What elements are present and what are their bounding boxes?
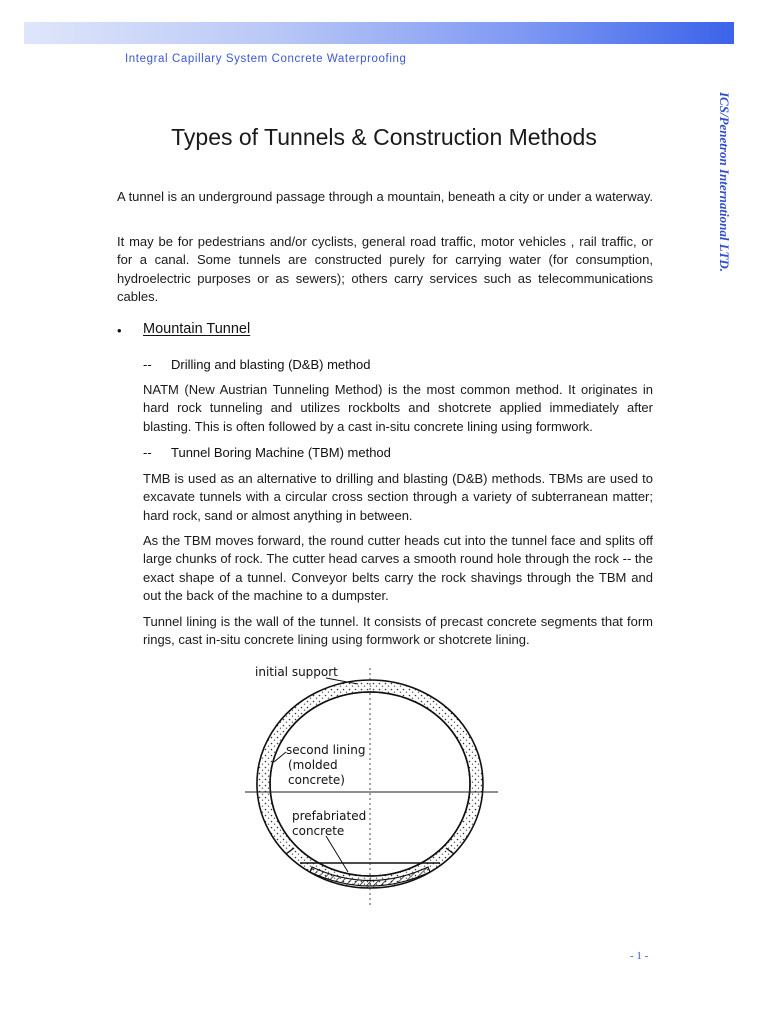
- bullet-icon: •: [117, 323, 122, 338]
- method-2-paragraph-1: TMB is used as an alternative to drilling and blasting (D&B) methods. TBMs are used to excavate tunnels with a circular cross section through a variety of subterranean matter; hard rock, sand or almost anything in between.: [143, 471, 653, 523]
- method-1-heading: Drilling and blasting (D&B) method: [171, 357, 371, 372]
- header-gradient-bar: [24, 22, 734, 44]
- page-number: - 1 -: [630, 950, 649, 962]
- method-2-paragraph-3: Tunnel lining is the wall of the tunnel. It consists of precast concrete segments that form rings, cast in-situ concrete lining using formwork or shotcrete lining.: [143, 614, 653, 648]
- label-prefabricated: prefabriated: [292, 809, 367, 823]
- leader-line: [326, 836, 348, 872]
- intro-paragraph-1: A tunnel is an underground passage through a mountain, beneath a city or under a waterway.: [117, 189, 654, 204]
- label-prefabricated: concrete: [292, 824, 345, 838]
- dash-marker: --: [143, 357, 152, 372]
- running-header: Integral Capillary System Concrete Waterproofing: [125, 53, 407, 65]
- section-title-mountain-tunnel: Mountain Tunnel: [143, 321, 251, 337]
- method-2-paragraph-2: As the TBM moves forward, the round cutter heads cut into the tunnel face and splits off large chunks of rock. The cutter head carves a smooth round hole through the rock -- the exact shape of a tunnel. Conveyor belts carry the rock shavings through the TBM and out the back of the machine to a dumpster.: [143, 533, 653, 603]
- method-1-paragraph: NATM (New Austrian Tunneling Method) is the most common method. It originates in hard rock tunneling and utilizes rockbolts and shotcrete applied immediately after blasting. This is often followed by a cast in-situ concrete lining using formwork.: [143, 382, 653, 434]
- label-initial-support: initial support: [255, 665, 338, 679]
- label-second-lining: concrete): [288, 773, 345, 787]
- side-company-name: ICS/Penetron International LTD.: [717, 92, 732, 272]
- label-second-lining: second lining: [286, 743, 366, 757]
- label-second-lining: (molded: [288, 758, 338, 772]
- intro-paragraph-2: It may be for pedestrians and/or cyclists, general road traffic, motor vehicles , rail traffic, or for a canal. Some tunnels are constructed purely for carrying water (for consumption, hydroelectric purposes or as sewers); others carry services such as telecommunications cables.: [117, 234, 653, 304]
- method-2-heading: Tunnel Boring Machine (TBM) method: [171, 445, 391, 460]
- page-title: Types of Tunnels & Construction Methods: [171, 124, 597, 150]
- dash-marker: --: [143, 445, 152, 460]
- tunnel-cross-section-diagram: [240, 658, 540, 908]
